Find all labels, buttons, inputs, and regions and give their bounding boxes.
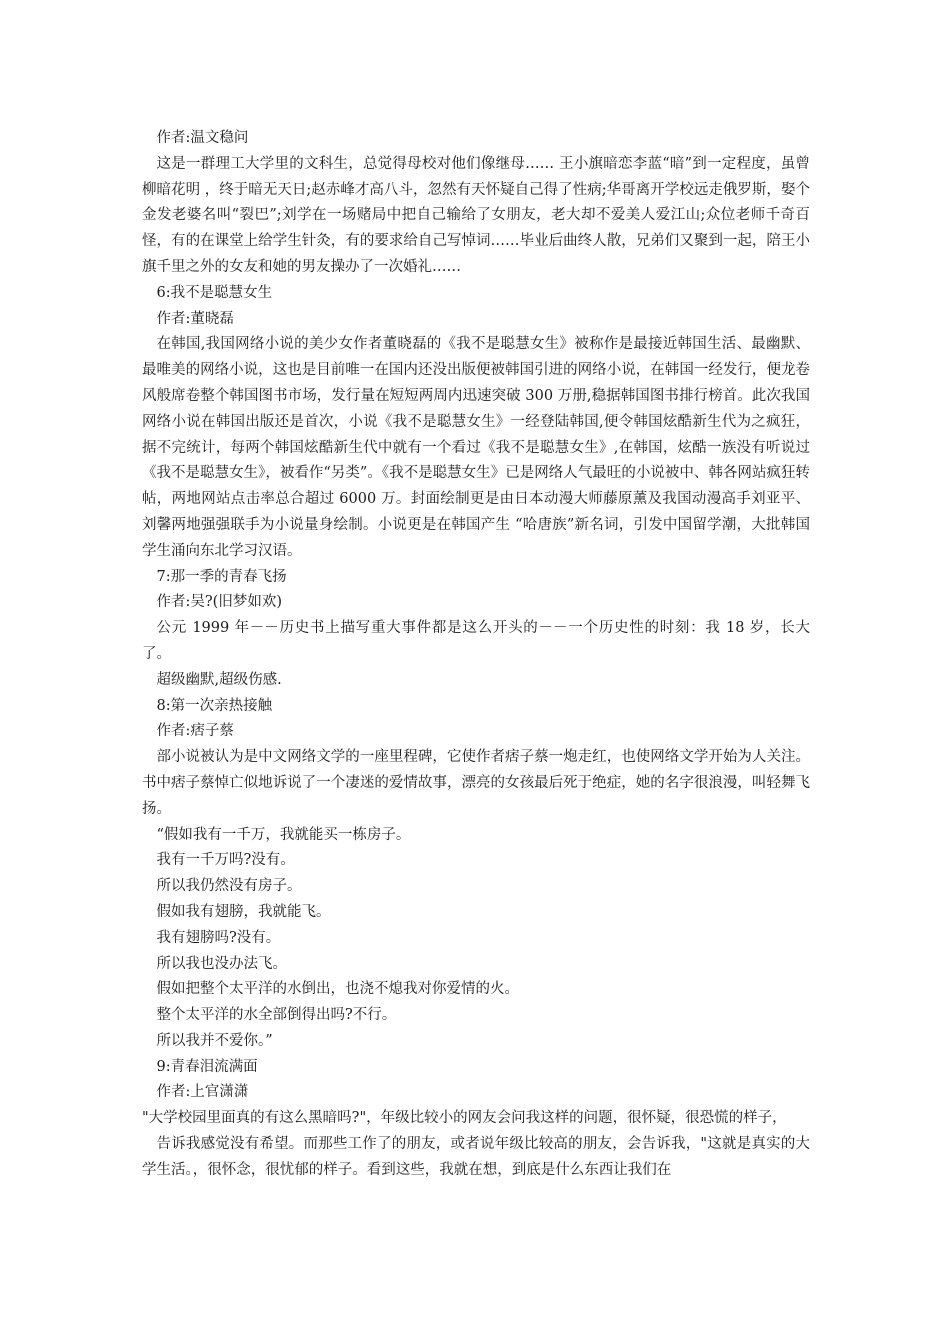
quote-line: 假如把整个太平洋的水倒出，也浇不熄我对你爱情的火。 (156, 981, 519, 998)
paragraph: 超级幽默,超级伤感. (156, 671, 282, 688)
quote-line: 假如我有翅膀，我就能飞。 (156, 903, 331, 920)
section-heading: 9:青春泪流满面 (156, 1058, 258, 1075)
author-line: 作者:上官潇潇 (156, 1084, 249, 1101)
paragraph: 公元 1999 年－－历史书上描写重大事件都是这么开头的－－一个历史性的时刻：我 18 岁，长大了。 (142, 620, 810, 662)
author-line: 作者:温文稳问 (156, 130, 249, 146)
paragraph: "大学校园里面真的有这么黑暗吗?"，年级比较小的网友会问我这样的问题，很怀疑，很恐慌的样子， (142, 1110, 787, 1127)
paragraph: 告诉我感觉没有希望。而那些工作了的朋友，或者说年级比较高的朋友，会告诉我，"这就是真实的大学生活。，很怀念，很忧郁的样子。看到这些，我就在想，到底是什么东西让我们在 (142, 1136, 810, 1178)
paragraph: 在韩国,我国网络小说的美少女作者董晓磊的《我不是聪慧女生》被称作是最接近韩国生活、最幽默、最唯美的网络小说，这也是目前唯一在国内还没出版便被韩国引进的网络小说，在韩国一经发行，便龙卷风般席卷整个韩国图书市场，发行量在短短两周内迅速突破 300 万册,稳据韩国图书排行榜首。此次我国网络小说在韩国出版还是首次，小说《我不是聪慧女生》一经登陆韩国,便令韩国炫酷新生代为之疯狂，据不完统计，每两个韩国炫酷新生代中就有一个看过《我不是聪慧女生》,在韩国，炫酷一族没有听说过《我不是聪慧女生》，被看作“另类”。《我不是聪慧女生》已是网络人气最旺的小说被中、韩各网站疯狂转帖，两地网站点击率总合超过 6000 万。封面绘制更是由日本动漫大师藤原薰及我国动漫高手刘亚平、刘馨两地强强联手为小说量身绘制。小说更是在韩国产生 “哈唐族”新名词，引发中国留学潮，大批韩国学生涌向东北学习汉语。 (142, 336, 810, 559)
paragraph: 这是一群理工大学里的文科生，总觉得母校对他们像继母…… 王小旗暗恋李蓝“暗”到一定程度，虽曾柳暗花明 ，终于暗无天日;赵赤峰才高八斗，忽然有天怀疑自己得了性病;华哥离开学校远走俄罗斯，娶个金发老婆名叫“裂巴”;刘学在一场赌局中把自己输给了女朋友，老大却不爱美人爱江山;众位老师千奇百怪，有的在课堂上给学生针灸，有的要求给自己写悼词……毕业后曲终人散，兄弟们又聚到一起，陪王小旗千里之外的女友和她的男友操办了一次婚礼…… (142, 155, 810, 275)
quote-line: 整个太平洋的水全部倒得出吗?不行。 (156, 1007, 397, 1024)
quote-line: 所以我仍然没有房子。 (156, 878, 302, 895)
quote-line: 我有一千万吗?没有。 (156, 852, 295, 869)
section-heading: 8:第一次亲热接触 (156, 697, 273, 714)
quote-line: “假如我有一千万，我就能买一栋房子。 (156, 826, 411, 843)
quote-line: 所以我也没办法飞。 (156, 955, 287, 972)
paragraph: 部小说被认为是中文网络文学的一座里程碑，它使作者痞子蔡一炮走红，也使网络文学开始为人关注。书中痞子蔡悼亡似地诉说了一个凄迷的爱情故事，漂亮的女孩最后死于绝症，她的名字很浪漫，叫轻舞飞扬。 (142, 749, 810, 817)
quote-line: 所以我并不爱你。” (156, 1032, 273, 1049)
author-line: 作者:痞子蔡 (156, 723, 234, 740)
document-body (142, 126, 810, 1184)
author-line: 作者:董晓磊 (156, 310, 234, 327)
section-heading: 7:那一季的青春飞扬 (156, 568, 287, 585)
author-line: 作者:吴?(旧梦如欢) (156, 594, 282, 611)
section-heading: 6:我不是聪慧女生 (156, 284, 273, 301)
quote-line: 我有翅膀吗?没有。 (156, 929, 281, 946)
